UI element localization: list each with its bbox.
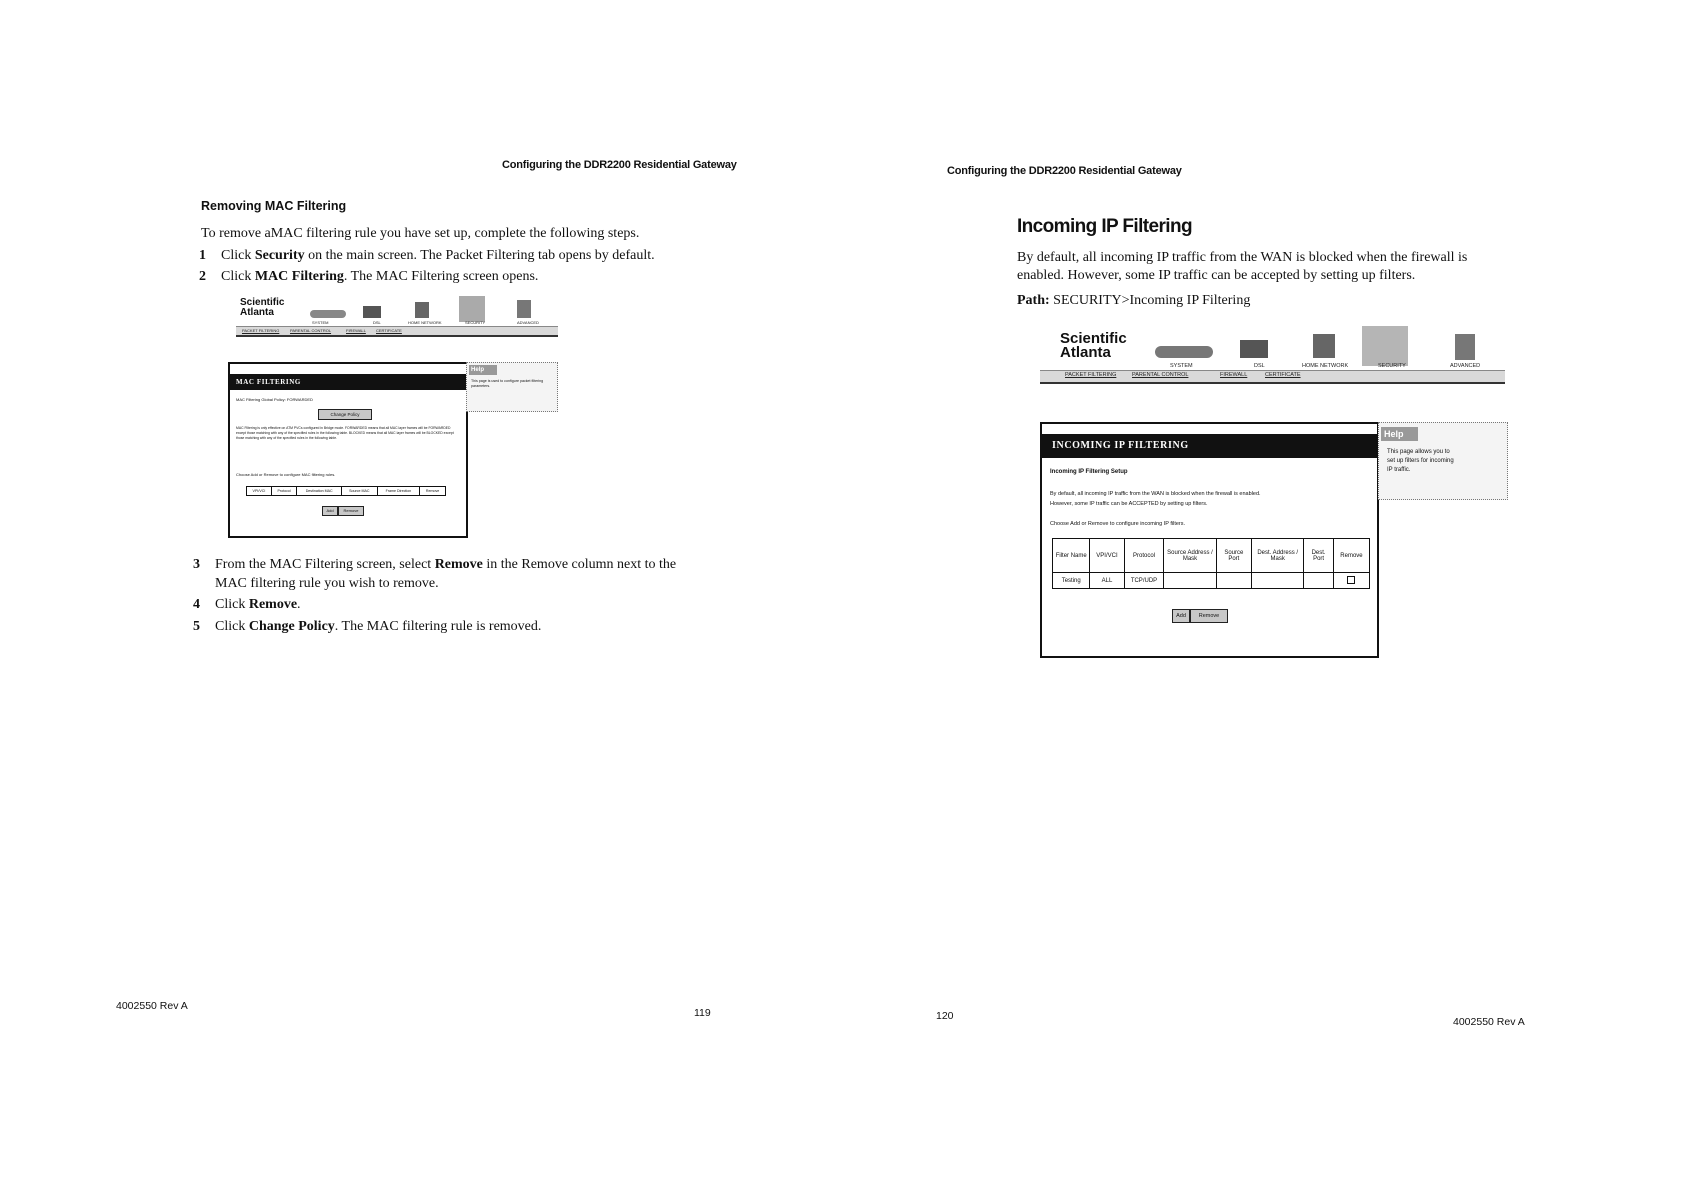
nav-dsl[interactable]: DSL — [1254, 363, 1265, 369]
tab-firewall[interactable]: FIREWALL — [1220, 372, 1248, 378]
tab-packet-filtering[interactable]: PACKET FILTERING — [1065, 372, 1117, 378]
cell-vpi-vci: ALL — [1090, 573, 1124, 589]
step-number: 4 — [193, 597, 200, 612]
add-button[interactable]: Add — [1172, 609, 1190, 623]
left-intro: To remove aMAC filtering rule you have set up, complete the following steps. — [201, 226, 640, 241]
incoming-ip-filtering-screenshot — [1040, 326, 1510, 661]
cell-protocol: TCP/UDP — [1124, 573, 1164, 589]
step-number: 2 — [199, 269, 206, 284]
tab-packet-filtering[interactable]: PACKET FILTERING — [242, 328, 280, 333]
dsl-icon — [363, 306, 381, 318]
nav-system[interactable]: SYSTEM — [1170, 363, 1193, 369]
cell-filter-name: Testing — [1053, 573, 1090, 589]
advanced-icon — [1455, 334, 1475, 360]
remove-checkbox[interactable] — [1347, 576, 1355, 584]
system-icon — [1155, 346, 1213, 358]
right-section-title: Incoming IP Filtering — [1017, 216, 1192, 237]
setup-label: Incoming IP Filtering Setup — [1050, 469, 1128, 475]
left-running-header: Configuring the DDR2200 Residential Gateway — [502, 159, 737, 171]
nav-system[interactable]: SYSTEM — [312, 320, 329, 325]
help-text-1: This page allows you to — [1387, 449, 1450, 455]
right-paragraph-line2: enabled. However, some IP traffic can be accepted by setting up filters. — [1017, 268, 1416, 283]
remove-button[interactable]: Remove — [338, 506, 364, 516]
nav-security[interactable]: SECURITY — [465, 320, 486, 325]
ip-filter-table — [1052, 538, 1370, 589]
col-source-port: Source Port — [1216, 539, 1252, 573]
left-step-3-cont: MAC filtering rule you wish to remove. — [215, 576, 439, 591]
col-protocol: Protocol — [1124, 539, 1164, 573]
scientific-atlanta-logo: Scientific Atlanta — [1060, 330, 1127, 362]
security-icon — [1362, 326, 1408, 366]
help-title: Help — [469, 365, 497, 375]
col-filter-name: Filter Name — [1053, 539, 1090, 573]
col-dest-port: Dest. Port — [1304, 539, 1334, 573]
table-header-row — [1053, 539, 1370, 573]
col-protocol: Protocol — [271, 487, 296, 496]
change-policy-button[interactable]: Change Policy — [318, 409, 372, 420]
security-icon — [459, 296, 485, 322]
table-row — [1053, 573, 1370, 589]
col-vpi-vci: VPI/VCI — [247, 487, 272, 496]
help-box — [1378, 422, 1508, 500]
choose-text: Choose Add or Remove to configure incoming IP filters. — [1050, 521, 1186, 527]
choose-text: Choose Add or Remove to configure MAC filtering rules. — [236, 472, 336, 477]
desc-line1: By default, all incoming IP traffic from the WAN is blocked when the firewall is enabled. — [1050, 491, 1261, 497]
right-page-number: 120 — [936, 1010, 954, 1022]
table-header-row — [247, 487, 446, 496]
cell-source-port — [1216, 573, 1252, 589]
mac-filtering-screenshot — [228, 296, 558, 541]
left-step-2: 2 Click MAC Filtering. The MAC Filtering screen opens. — [199, 269, 539, 284]
col-frame-direction: Frame Direction — [377, 487, 420, 496]
left-step-4: 4 Click Remove. — [193, 597, 301, 612]
mac-filtering-panel — [228, 362, 468, 538]
right-path: Path: SECURITY>Incoming IP Filtering — [1017, 293, 1251, 308]
global-policy-label: MAC Filtering Global Policy: FORWARDED — [236, 397, 313, 402]
help-text-3: IP traffic. — [1387, 467, 1411, 473]
add-button[interactable]: Add — [322, 506, 338, 516]
tab-certificate[interactable]: CERTIFICATE — [1265, 372, 1301, 378]
home-network-icon — [415, 302, 429, 318]
right-footer-docnum: 4002550 Rev A — [1453, 1016, 1525, 1028]
left-step-3: 3 From the MAC Filtering screen, select Remove in the Remove column next to the — [193, 557, 677, 572]
desc-line2: However, some IP traffic can be ACCEPTED by setting up filters. — [1050, 501, 1208, 507]
nav-home-network[interactable]: HOME NETWORK — [1302, 363, 1349, 369]
col-remove: Remove — [420, 487, 446, 496]
nav-home-network[interactable]: HOME NETWORK — [408, 320, 442, 325]
col-source-mac: Source MAC — [342, 487, 377, 496]
panel-title: MAC FILTERING — [230, 374, 466, 390]
nav-security[interactable]: SECURITY — [1378, 363, 1406, 369]
col-vpi-vci: VPI/VCI — [1090, 539, 1124, 573]
nav-advanced[interactable]: ADVANCED — [517, 320, 539, 325]
mac-filter-description: MAC Filtering is only effective on ATM PVCs configured in Bridge mode. FORWARDED means that all MAC layer frames will be FORWARDED except those matching with any of the specified rules in the following table. BLOCKED means that all MAC layer frames will be BLOCKED except those matching with any of the specified rules in the following table. — [236, 426, 454, 440]
left-step-5: 5 Click Change Policy. The MAC filtering rule is removed. — [193, 619, 542, 634]
left-page-number: 119 — [694, 1007, 711, 1019]
col-destination-mac: Destination MAC — [297, 487, 342, 496]
cell-dest-port — [1304, 573, 1334, 589]
nav-advanced[interactable]: ADVANCED — [1450, 363, 1481, 369]
help-title: Help — [1381, 427, 1418, 441]
right-running-header: Configuring the DDR2200 Residential Gateway — [947, 165, 1182, 177]
tab-firewall[interactable]: FIREWALL — [346, 328, 366, 333]
step-number: 5 — [193, 619, 200, 634]
incoming-ip-filtering-panel — [1040, 422, 1379, 658]
step-number: 3 — [193, 557, 200, 572]
cell-remove — [1333, 573, 1369, 589]
tab-bar — [236, 326, 558, 337]
remove-button[interactable]: Remove — [1190, 609, 1228, 623]
left-step-1: 1 Click Security on the main screen. The Packet Filtering tab opens by default. — [199, 248, 655, 263]
advanced-icon — [517, 300, 531, 318]
step-number: 1 — [199, 248, 206, 263]
help-box — [466, 362, 558, 412]
panel-title: INCOMING IP FILTERING — [1042, 434, 1377, 458]
tab-parental-control[interactable]: PARENTAL CONTROL — [1132, 372, 1189, 378]
help-text-2: set up filters for incoming — [1387, 458, 1454, 464]
mac-rules-table — [246, 486, 446, 496]
tab-certificate[interactable]: CERTIFICATE — [376, 328, 402, 333]
tab-bar — [1040, 370, 1505, 384]
tab-parental-control[interactable]: PARENTAL CONTROL — [290, 328, 332, 333]
dsl-icon — [1240, 340, 1268, 358]
cell-source-address — [1164, 573, 1216, 589]
scientific-atlanta-logo: Scientific Atlanta — [240, 297, 285, 318]
col-remove: Remove — [1333, 539, 1369, 573]
system-icon — [310, 310, 346, 318]
right-paragraph-line1: By default, all incoming IP traffic from the WAN is blocked when the firewall is — [1017, 250, 1468, 265]
home-network-icon — [1313, 334, 1335, 358]
help-text: This page is used to configure packet filtering parameters. — [471, 379, 544, 388]
cell-dest-address — [1252, 573, 1304, 589]
left-section-title: Removing MAC Filtering — [201, 199, 347, 213]
col-dest-address: Dest. Address / Mask — [1252, 539, 1304, 573]
nav-dsl[interactable]: DSL — [373, 320, 381, 325]
left-footer-docnum: 4002550 Rev A — [116, 1000, 188, 1012]
col-source-address: Source Address / Mask — [1164, 539, 1216, 573]
